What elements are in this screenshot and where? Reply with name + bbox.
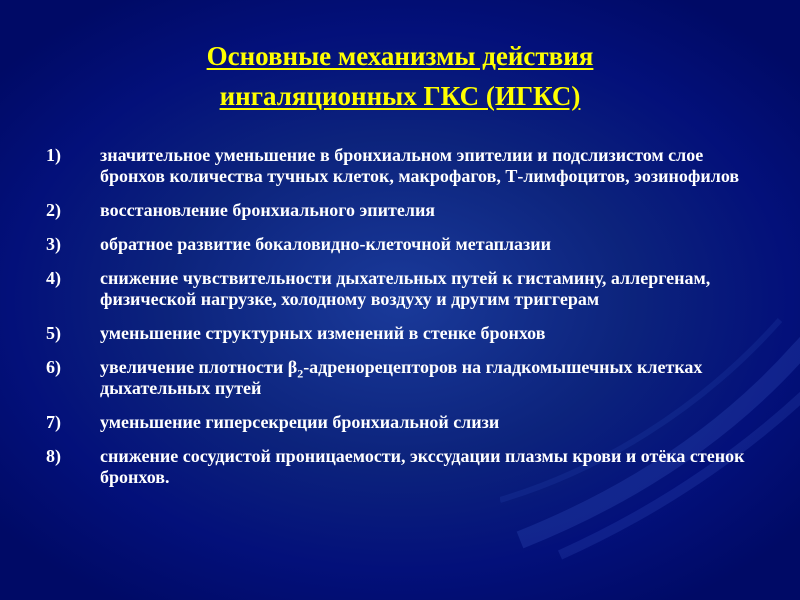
list-item-text-after: -адренорецепторов на гладкомышечных клетках дыхательных путей xyxy=(100,357,703,398)
list-item-text xyxy=(100,357,766,399)
list-item xyxy=(46,200,766,221)
list-item-number: 7) xyxy=(46,412,61,432)
list-item xyxy=(46,323,766,344)
list-item-number: 4) xyxy=(46,268,61,288)
list-item-text: снижение сосудистой проницаемости, экссудации плазмы крови и отёка стенок бронхов. xyxy=(100,446,745,487)
mechanisms-list xyxy=(46,145,766,501)
list-item-text: восстановление бронхиального эпителия xyxy=(100,200,436,220)
list-item-text: уменьшение структурных изменений в стенке бронхов xyxy=(100,323,546,343)
list-item-number: 8) xyxy=(46,446,61,466)
list-item-number: 5) xyxy=(46,323,61,343)
list-item-text-before: увеличение плотности β xyxy=(100,357,298,377)
list-item-number: 2) xyxy=(46,200,61,220)
list-item xyxy=(46,145,766,187)
list-item-number: 3) xyxy=(46,234,61,254)
list-item-number: 6) xyxy=(46,357,61,377)
list-item xyxy=(46,268,766,310)
list-item xyxy=(46,446,766,488)
list-item xyxy=(46,357,766,399)
list-item-text: снижение чувствительности дыхательных путей к гистамину, аллергенам, физической нагрузке, холодному воздуху и другим триггерам xyxy=(100,268,711,309)
slide-title-line-1: Основные механизмы действия xyxy=(206,41,594,71)
list-item xyxy=(46,234,766,255)
list-item-text-subscript: 2 xyxy=(297,366,304,381)
list-item-text: обратное развитие бокаловидно-клеточной метаплазии xyxy=(100,234,552,254)
slide-title-line-2: ингаляционных ГКС (ИГКС) xyxy=(219,81,581,111)
list-item-text: уменьшение гиперсекреции бронхиальной слизи xyxy=(100,412,500,432)
list-item-text: значительное уменьшение в бронхиальном эпителии и подслизистом слое бронхов количества тучных клеток, макрофагов, Т-лимфоцитов, эозинофилов xyxy=(100,145,740,186)
slide-title xyxy=(0,36,800,116)
list-item-number: 1) xyxy=(46,145,61,165)
list-item xyxy=(46,412,766,433)
